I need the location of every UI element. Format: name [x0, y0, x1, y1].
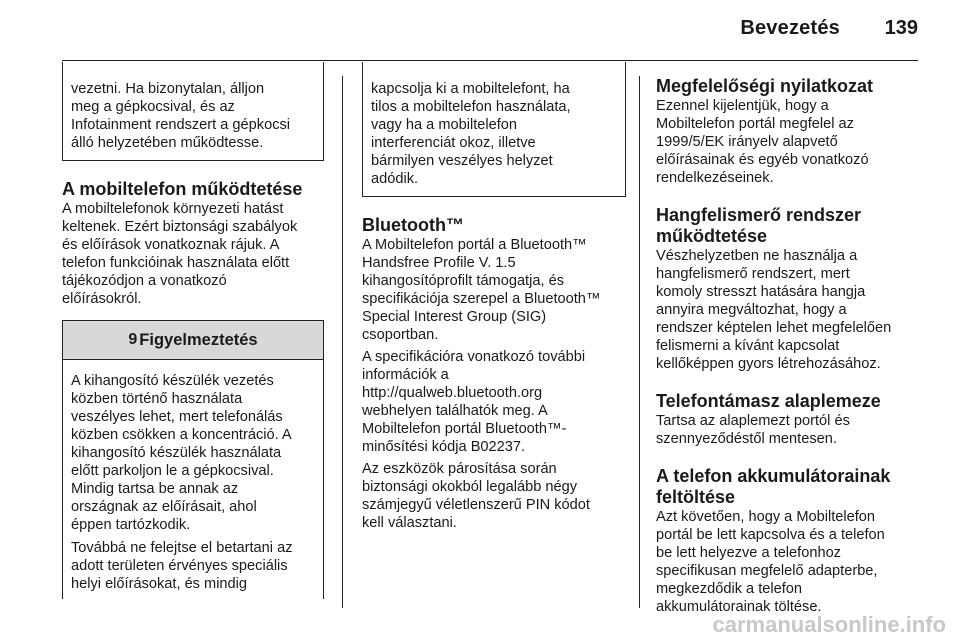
section-body: [656, 412, 922, 448]
heading-line: Hangfelismerő rendszer: [656, 205, 862, 225]
column-1: [62, 62, 324, 599]
page-number: 139: [884, 17, 918, 39]
watermark: carmanualsonline.info: [712, 612, 946, 637]
warning-title: Figyelmeztetés: [139, 331, 258, 349]
text-line: specifikusan megfelelő adapterbe,: [656, 563, 878, 579]
bluetooth-paragraph: [362, 348, 626, 456]
text-line: információk a: [362, 367, 449, 383]
text-line: és előírások vonatkoznak rájuk. A: [62, 237, 280, 253]
text-line: előírásainak és egyéb vonatkozó: [656, 152, 869, 168]
section-heading-bluetooth: Bluetooth™: [362, 215, 464, 235]
warning-paragraph: [71, 372, 315, 534]
heading-line: működtetése: [656, 226, 768, 246]
text-line: helyi előírásokat, és mindig: [71, 576, 248, 592]
warning-icon: 9: [128, 331, 138, 348]
text-line: vagy ha a mobiltelefon: [371, 117, 518, 133]
text-line: rendszer képtelen lehet megfelelően: [656, 320, 892, 336]
text-line: kihangosító készülék használata: [71, 445, 282, 461]
section-heading-voice-recognition: [656, 205, 922, 247]
column-2: [362, 62, 626, 532]
page-title: Bevezetés: [740, 17, 840, 39]
column-divider-left: [342, 76, 343, 608]
text-line: Infotainment rendszert a gépkocsi: [71, 117, 291, 133]
text-line: közben csökken a koncentráció. A: [71, 427, 292, 443]
text-line: adódik.: [371, 171, 419, 187]
text-line: keltenek. Ezért biztonsági szabályok: [62, 219, 298, 235]
page-header: [0, 0, 960, 56]
text-line: Vészhelyzetben ne használja a: [656, 248, 858, 264]
text-line: Mindig tartsa be annak az: [71, 481, 239, 497]
text-line: minősítési kódja B02237.: [362, 439, 526, 455]
text-line: kihangosítóprofilt támogatja, és: [362, 273, 564, 289]
text-line: A kihangosító készülék vezetés: [71, 373, 274, 389]
text-line: telefon funkcióinak használata előtt: [62, 255, 290, 271]
text-line: szennyeződéstől mentesen.: [656, 431, 837, 447]
section-heading-conformity: Megfelelőségi nyilatkozat: [656, 76, 874, 96]
text-line: számjegyű véletlenszerű PIN kódot: [362, 497, 590, 513]
heading-line: feltöltése: [656, 487, 736, 507]
warning-paragraph: [71, 539, 315, 593]
text-line: éppen tartózkodik.: [71, 517, 191, 533]
bluetooth-paragraph: [362, 236, 626, 344]
text-line: komoly stresszt hatására hangja: [656, 284, 866, 300]
heading-line: A telefon akkumulátorainak: [656, 466, 891, 486]
text-line: bármilyen veszélyes helyzet: [371, 153, 553, 169]
section-heading-mobile-phone: A mobiltelefon működtetése: [62, 179, 303, 199]
warning-body: [63, 359, 323, 599]
section-body: [656, 508, 922, 616]
text-line: megkezdődik a telefon: [656, 581, 803, 597]
text-line: Tartsa az alaplemezt portól és: [656, 413, 850, 429]
text-line: Az eszközök párosítása során: [362, 461, 557, 477]
text-line: A Mobiltelefon portál a Bluetooth™: [362, 237, 587, 253]
section-body: [62, 200, 324, 308]
text-line: annyira megváltozhat, hogy a: [656, 302, 847, 318]
text-line: http://qualweb.bluetooth.org: [362, 385, 543, 401]
text-line: portál be lett kapcsolva és a telefon: [656, 527, 885, 543]
text-line: A mobiltelefonok környezeti hatást: [62, 201, 284, 217]
text-line: specifikációja szerepel a Bluetooth™: [362, 291, 601, 307]
text-line: webhelyen találhatók meg. A: [362, 403, 548, 419]
text-line: Ezennel kijelentjük, hogy a: [656, 98, 829, 114]
text-line: Handsfree Profile V. 1.5: [362, 255, 516, 271]
text-line: vezetni. Ha bizonytalan, álljon: [71, 81, 265, 97]
text-line: be lett helyezve a telefonhoz: [656, 545, 841, 561]
continued-warning-box: [362, 62, 626, 197]
warning-header: [63, 320, 323, 359]
text-line: 1999/5/EK irányelv alapvető: [656, 134, 838, 150]
text-line: Mobiltelefon portál megfelel az: [656, 116, 854, 132]
text-line: Special Interest Group (SIG): [362, 309, 547, 325]
text-line: biztonsági okokból legalább négy: [362, 479, 578, 495]
text-line: álló helyzetében működtesse.: [71, 135, 264, 151]
section-heading-battery-charging: [656, 466, 922, 508]
text-line: meg a gépkocsival, és az: [71, 99, 235, 115]
text-line: akkumulátorainak töltése.: [656, 599, 822, 615]
text-line: interferenciát okoz, illetve: [371, 135, 536, 151]
text-line: országnak az előírásait, ahol: [71, 499, 257, 515]
warning-box: [62, 320, 324, 599]
header-rule: [62, 60, 918, 61]
column-3: [656, 62, 922, 616]
text-line: felismerni a kívánt kapcsolat: [656, 338, 840, 354]
continued-warning-box: [62, 62, 324, 161]
text-line: kell választani.: [362, 515, 457, 531]
section-heading-phone-cradle: Telefontámasz alaplemeze: [656, 391, 881, 411]
text-line: csoportban.: [362, 327, 439, 343]
text-line: Mobiltelefon portál Bluetooth™-: [362, 421, 567, 437]
text-line: A specifikációra vonatkozó további: [362, 349, 586, 365]
text-line: adott területen érvényes speciális: [71, 558, 288, 574]
text-line: Azt követően, hogy a Mobiltelefon: [656, 509, 876, 525]
text-line: Továbbá ne felejtse el betartani az: [71, 540, 293, 556]
section-body: [656, 247, 922, 373]
bluetooth-paragraph: [362, 460, 626, 532]
text-line: előtt parkoljon le a gépkocsival.: [71, 463, 274, 479]
text-line: hangfelismerő rendszert, mert: [656, 266, 850, 282]
text-line: előírásokról.: [62, 291, 142, 307]
section-body: [656, 97, 922, 187]
text-line: tilos a mobiltelefon használata,: [371, 99, 571, 115]
text-line: veszélyes lehet, mert telefonálás: [71, 409, 283, 425]
text-line: kellőképpen gyors létrehozásához.: [656, 356, 881, 372]
text-line: rendelkezéseinek.: [656, 170, 774, 186]
column-divider-right: [639, 76, 640, 608]
text-line: kapcsolja ki a mobiltelefont, ha: [371, 81, 570, 97]
text-line: közben történő használata: [71, 391, 243, 407]
text-line: tájékozódjon a vonatkozó: [62, 273, 227, 289]
